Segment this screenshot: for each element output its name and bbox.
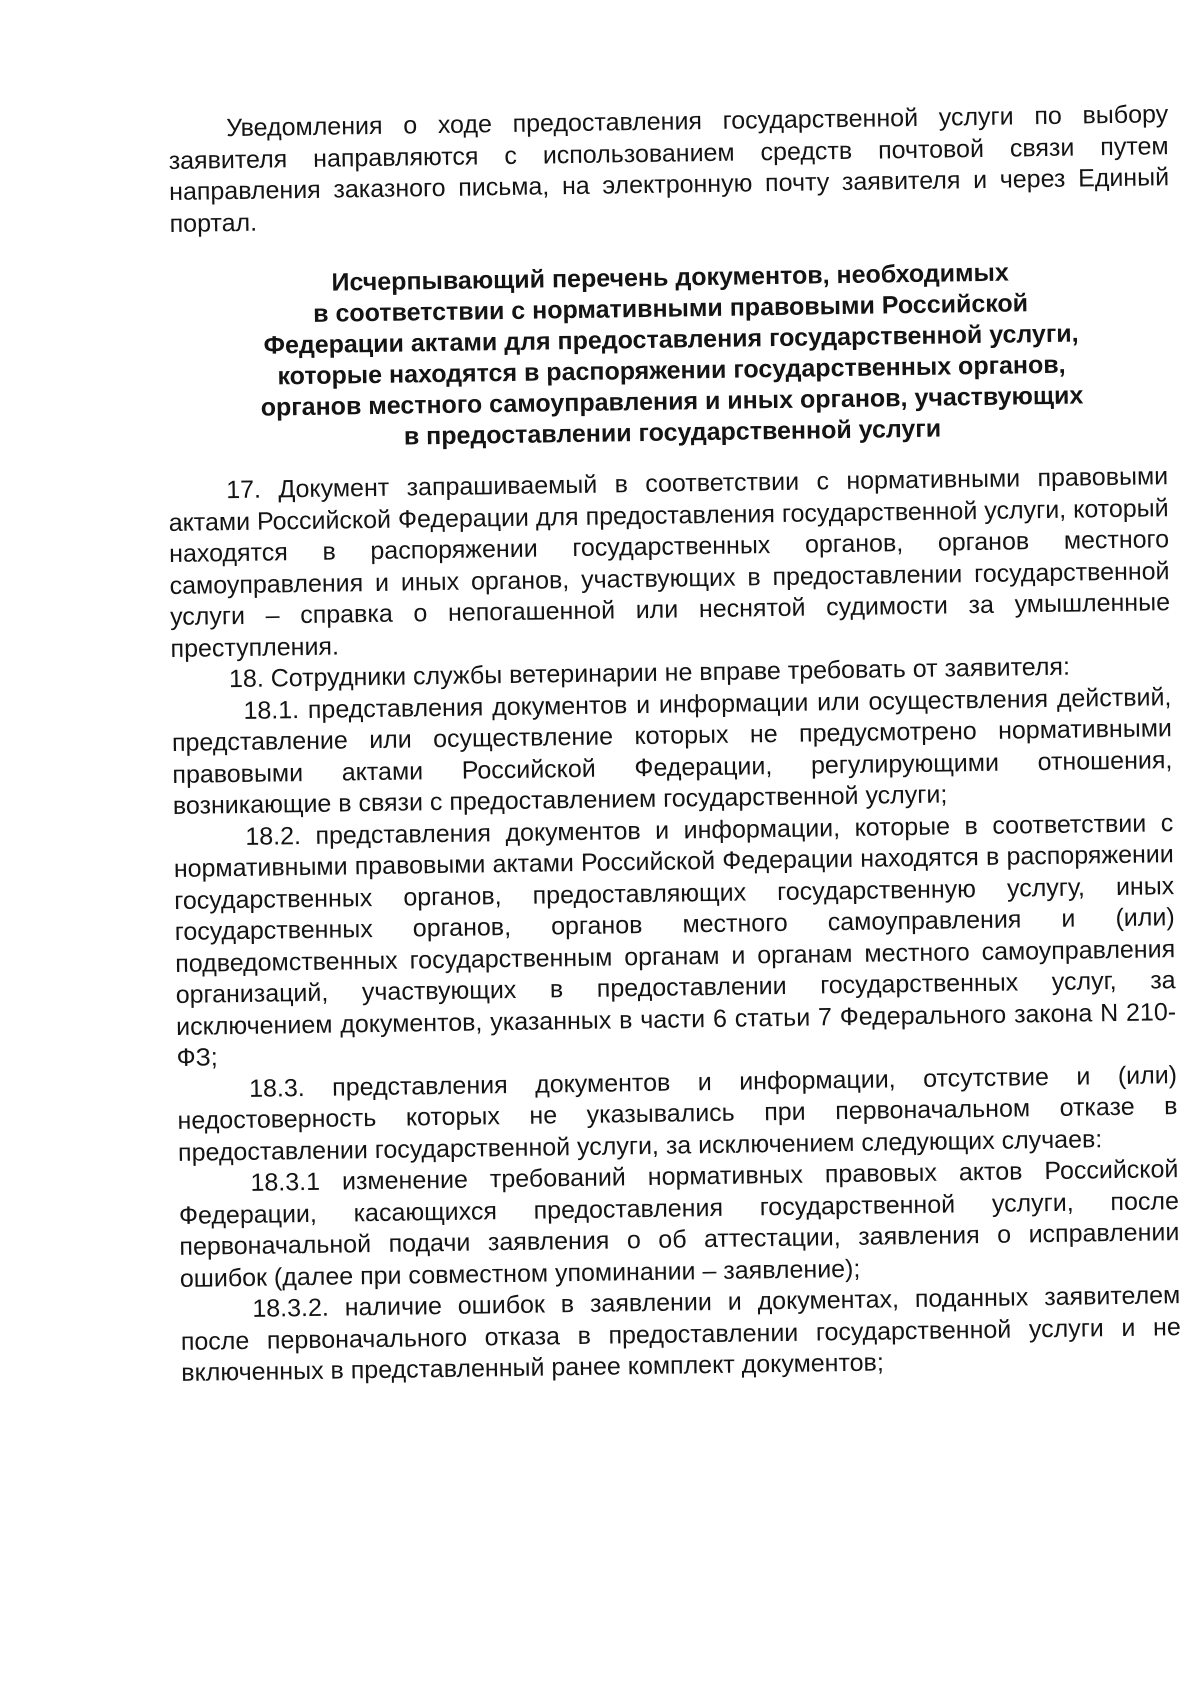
items-section (168, 461, 1181, 1389)
item-18-1-paragraph: 18.1. представления документов и информации или осуществления действий, представление или осуществление которых не предусмотрено нормативными правовыми актами Российской Федерации, регулирующими отношения, возникающие в связи с предоставлением государственной услуги; (171, 682, 1173, 820)
section-heading (170, 255, 1173, 456)
item-18-3-paragraph: 18.3. представления документов и информации, отсутствие и (или) недостоверность которых не указывались при первоначальном отказе в предоставлении государственной услуги, за исключением следующих случаев: (177, 1060, 1178, 1167)
item-18-2-paragraph: 18.2. представления документов и информации, которые в соответствии с нормативными правовыми актами Российской Федерации находятся в распоряжении государственных органов, предоставляющих государственную услугу, иных государственных органов, органов местного самоуправления и (или) подведомственных государственным органам и органам местного самоуправления организаций, участвующих в предоставлении государственных услуг, за исключением документов, указанных в части 6 статьи 7 Федерального закона N 210-ФЗ; (173, 808, 1177, 1072)
heading-line: Федерации актами для предоставления государственной услуги, (263, 319, 1079, 360)
item-18-paragraph: 18. Сотрудники службы ветеринарии не вправе требовать от заявителя: (228, 652, 1071, 694)
intro-paragraph: Уведомления о ходе предоставления государственной услуги по выбору заявителя направляются с использованием средств почтовой связи путем направления заказного письма, на электронную почту заявителя и через Единый портал. (168, 100, 1170, 238)
item-18-3-1-paragraph: 18.3.1 изменение требований нормативных правовых актов Российской Федерации, касающихся предоставления государственной услуги, после первоначальной подачи заявления о об аттестации, заявления о исправлении ошибок (далее при совместном упоминании – заявление); (178, 1155, 1180, 1293)
item-17-paragraph: 17. Документ запрашиваемый в соответствии с нормативными правовыми актами Российской Федерации для предоставления государственной услуги, который находятся в распоряжении государственных органов, органов местного самоуправления и иных органов, участвующих в предоставлении государственной услуги – справка о непогашенной или неснятой судимости за умышленные преступления. (168, 462, 1171, 663)
heading-line: в соответствии с нормативными правовыми Российской (312, 289, 1029, 328)
heading-line: органов местного самоуправления и иных органов, участвующих (260, 381, 1084, 422)
heading-line: которые находятся в распоряжении государственных органов, (277, 350, 1066, 391)
item-18-3-2-paragraph: 18.3.2. наличие ошибок в заявлении и документах, поданных заявителем после первоначального отказа в предоставлении государственной услуги и не включенных в представленный ранее комплект документов; (180, 1281, 1181, 1387)
intro-section (168, 99, 1170, 240)
heading-line: Исчерпывающий перечень документов, необходимых (331, 258, 1009, 297)
heading-line: в предоставлении государственной услуги (403, 414, 942, 451)
